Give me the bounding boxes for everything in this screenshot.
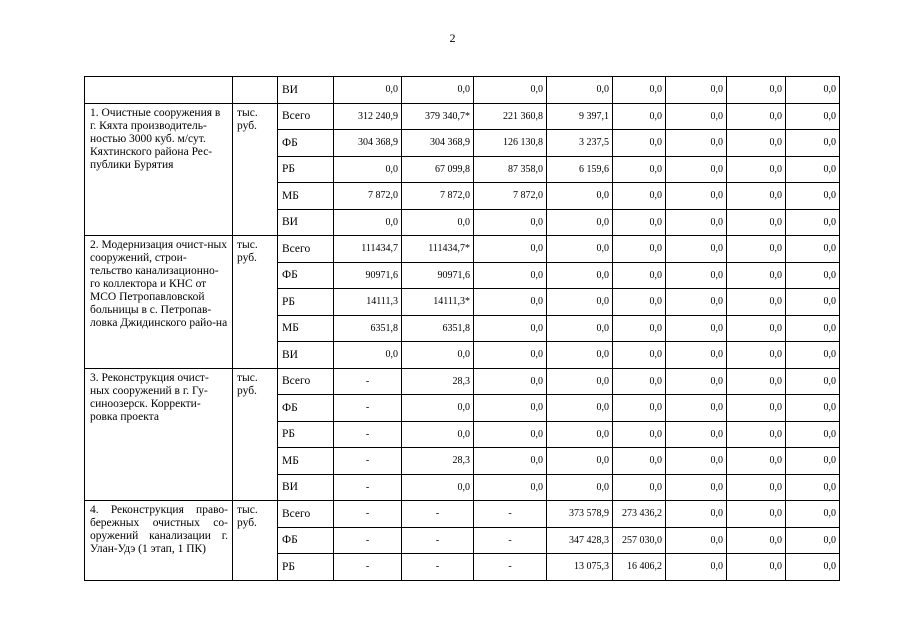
- value-cell: 0,0: [474, 448, 547, 475]
- value-cell: 0,0: [727, 209, 786, 236]
- project-name-cell: 4. Реконструкция право-бережных очистных со-оружений канализации г. Улан-Удэ (1 этап, 1 ПК): [85, 501, 233, 581]
- value-cell: -: [334, 395, 402, 422]
- value-cell: 28,3: [402, 368, 474, 395]
- unit-cell: тыс. руб.: [233, 236, 278, 369]
- table-row: [85, 77, 840, 104]
- value-cell: 0,0: [334, 342, 402, 369]
- unit-cell: тыс. руб.: [233, 501, 278, 581]
- value-cell: 0,0: [474, 474, 547, 501]
- value-cell: 0,0: [786, 501, 840, 528]
- funding-source-cell: ВИ: [278, 77, 334, 104]
- funding-source-cell: МБ: [278, 315, 334, 342]
- value-cell: 0,0: [613, 342, 666, 369]
- value-cell: 0,0: [727, 501, 786, 528]
- funding-source-cell: РБ: [278, 421, 334, 448]
- funding-source-cell: ФБ: [278, 527, 334, 554]
- value-cell: 0,0: [727, 236, 786, 263]
- value-cell: 0,0: [334, 156, 402, 183]
- value-cell: 0,0: [727, 289, 786, 316]
- table-row: [85, 103, 840, 130]
- value-cell: 0,0: [474, 342, 547, 369]
- value-cell: 0,0: [786, 395, 840, 422]
- funding-source-cell: Всего: [278, 501, 334, 528]
- value-cell: 90971,6: [334, 262, 402, 289]
- value-cell: 0,0: [474, 315, 547, 342]
- table-row: [85, 236, 840, 263]
- funding-source-cell: РБ: [278, 554, 334, 581]
- value-cell: 0,0: [334, 77, 402, 104]
- value-cell: -: [334, 448, 402, 475]
- value-cell: 0,0: [786, 527, 840, 554]
- value-cell: 0,0: [666, 236, 727, 263]
- value-cell: 0,0: [474, 209, 547, 236]
- page-number: 2: [449, 31, 456, 45]
- funding-source-cell: МБ: [278, 448, 334, 475]
- value-cell: 0,0: [613, 368, 666, 395]
- unit-cell: [233, 77, 278, 104]
- value-cell: 0,0: [786, 448, 840, 475]
- value-cell: 0,0: [666, 474, 727, 501]
- value-cell: 0,0: [727, 130, 786, 157]
- funding-source-cell: РБ: [278, 156, 334, 183]
- value-cell: 87 358,0: [474, 156, 547, 183]
- value-cell: 0,0: [727, 554, 786, 581]
- value-cell: 0,0: [613, 421, 666, 448]
- value-cell: 0,0: [666, 77, 727, 104]
- value-cell: 14111,3: [334, 289, 402, 316]
- value-cell: 0,0: [334, 209, 402, 236]
- value-cell: 0,0: [402, 395, 474, 422]
- value-cell: 0,0: [727, 527, 786, 554]
- project-name-cell: 3. Реконструкция очист-ных сооружений в г. Гу-синоозерск. Корректи-ровка проекта: [85, 368, 233, 501]
- value-cell: 0,0: [402, 209, 474, 236]
- object-name-cell: [85, 77, 233, 104]
- value-cell: -: [474, 554, 547, 581]
- project-name-cell: 1. Очистные сооружения в г. Кяхта производитель-ностью 3000 куб. м/сут. Кяхтинского района Рес-публики Бурятия: [85, 103, 233, 236]
- value-cell: 221 360,8: [474, 103, 547, 130]
- value-cell: 0,0: [666, 448, 727, 475]
- value-cell: 0,0: [666, 421, 727, 448]
- project-name-cell: 2. Модернизация очист-ных сооружений, строи-тельство канализационно-го коллектора и КНС от МСО Петропавловской больницы в с. Петропав-ловка Джидинского райо-на: [85, 236, 233, 369]
- funding-source-cell: ФБ: [278, 395, 334, 422]
- value-cell: 0,0: [786, 209, 840, 236]
- value-cell: 6351,8: [334, 315, 402, 342]
- budget-table-body: [85, 77, 840, 581]
- value-cell: 0,0: [547, 262, 613, 289]
- value-cell: 9 397,1: [547, 103, 613, 130]
- value-cell: 0,0: [666, 183, 727, 210]
- value-cell: 0,0: [727, 262, 786, 289]
- table-row: [85, 501, 840, 528]
- value-cell: 0,0: [786, 315, 840, 342]
- value-cell: 0,0: [786, 183, 840, 210]
- value-cell: 6 159,6: [547, 156, 613, 183]
- value-cell: 0,0: [666, 289, 727, 316]
- value-cell: 0,0: [786, 421, 840, 448]
- value-cell: 111434,7*: [402, 236, 474, 263]
- funding-source-cell: ВИ: [278, 342, 334, 369]
- value-cell: 0,0: [727, 77, 786, 104]
- value-cell: 0,0: [666, 527, 727, 554]
- unit-cell: тыс. руб.: [233, 103, 278, 236]
- value-cell: 0,0: [402, 474, 474, 501]
- value-cell: 126 130,8: [474, 130, 547, 157]
- funding-source-cell: Всего: [278, 236, 334, 263]
- value-cell: 0,0: [613, 103, 666, 130]
- value-cell: 0,0: [786, 289, 840, 316]
- value-cell: 0,0: [613, 262, 666, 289]
- value-cell: -: [334, 421, 402, 448]
- value-cell: 0,0: [547, 421, 613, 448]
- value-cell: 0,0: [402, 77, 474, 104]
- value-cell: 0,0: [666, 501, 727, 528]
- value-cell: 111434,7: [334, 236, 402, 263]
- value-cell: 0,0: [613, 209, 666, 236]
- value-cell: 0,0: [786, 368, 840, 395]
- value-cell: 6351,8: [402, 315, 474, 342]
- value-cell: 304 368,9: [402, 130, 474, 157]
- value-cell: 0,0: [613, 183, 666, 210]
- funding-source-cell: ФБ: [278, 130, 334, 157]
- value-cell: 28,3: [402, 448, 474, 475]
- value-cell: 0,0: [474, 262, 547, 289]
- value-cell: 0,0: [547, 395, 613, 422]
- value-cell: -: [334, 527, 402, 554]
- value-cell: -: [334, 501, 402, 528]
- value-cell: 0,0: [786, 262, 840, 289]
- value-cell: 0,0: [786, 236, 840, 263]
- value-cell: 0,0: [613, 474, 666, 501]
- value-cell: 0,0: [727, 421, 786, 448]
- value-cell: 0,0: [474, 421, 547, 448]
- value-cell: -: [334, 474, 402, 501]
- value-cell: 0,0: [666, 554, 727, 581]
- value-cell: 0,0: [727, 448, 786, 475]
- value-cell: 0,0: [666, 130, 727, 157]
- value-cell: 0,0: [402, 421, 474, 448]
- value-cell: 0,0: [613, 156, 666, 183]
- funding-source-cell: МБ: [278, 183, 334, 210]
- value-cell: 0,0: [474, 289, 547, 316]
- value-cell: 0,0: [727, 183, 786, 210]
- table-row: [85, 368, 840, 395]
- funding-source-cell: ФБ: [278, 262, 334, 289]
- value-cell: 0,0: [786, 77, 840, 104]
- value-cell: 273 436,2: [613, 501, 666, 528]
- value-cell: 0,0: [613, 236, 666, 263]
- value-cell: 0,0: [547, 77, 613, 104]
- value-cell: 379 340,7*: [402, 103, 474, 130]
- budget-table: [84, 76, 840, 581]
- value-cell: 0,0: [727, 342, 786, 369]
- value-cell: 0,0: [547, 236, 613, 263]
- value-cell: 0,0: [547, 368, 613, 395]
- value-cell: 0,0: [727, 474, 786, 501]
- value-cell: 0,0: [402, 342, 474, 369]
- value-cell: 0,0: [547, 342, 613, 369]
- value-cell: 90971,6: [402, 262, 474, 289]
- value-cell: -: [402, 527, 474, 554]
- value-cell: -: [474, 527, 547, 554]
- value-cell: 0,0: [727, 395, 786, 422]
- value-cell: 0,0: [613, 395, 666, 422]
- value-cell: 304 368,9: [334, 130, 402, 157]
- funding-source-cell: РБ: [278, 289, 334, 316]
- value-cell: 0,0: [547, 474, 613, 501]
- value-cell: 0,0: [727, 368, 786, 395]
- value-cell: 0,0: [786, 130, 840, 157]
- value-cell: 0,0: [547, 289, 613, 316]
- value-cell: 0,0: [613, 130, 666, 157]
- value-cell: 0,0: [786, 342, 840, 369]
- value-cell: -: [402, 501, 474, 528]
- funding-source-cell: ВИ: [278, 209, 334, 236]
- unit-cell: тыс. руб.: [233, 368, 278, 501]
- value-cell: 7 872,0: [402, 183, 474, 210]
- value-cell: 16 406,2: [613, 554, 666, 581]
- value-cell: 0,0: [727, 103, 786, 130]
- value-cell: 257 030,0: [613, 527, 666, 554]
- value-cell: -: [402, 554, 474, 581]
- value-cell: 14111,3*: [402, 289, 474, 316]
- value-cell: -: [334, 368, 402, 395]
- value-cell: 0,0: [613, 289, 666, 316]
- value-cell: 0,0: [727, 156, 786, 183]
- value-cell: 0,0: [613, 315, 666, 342]
- value-cell: 0,0: [666, 103, 727, 130]
- funding-source-cell: Всего: [278, 103, 334, 130]
- value-cell: 0,0: [474, 395, 547, 422]
- value-cell: 0,0: [727, 315, 786, 342]
- value-cell: 0,0: [547, 315, 613, 342]
- value-cell: 3 237,5: [547, 130, 613, 157]
- value-cell: 0,0: [666, 395, 727, 422]
- value-cell: 312 240,9: [334, 103, 402, 130]
- value-cell: 0,0: [474, 77, 547, 104]
- value-cell: 7 872,0: [334, 183, 402, 210]
- value-cell: 0,0: [474, 236, 547, 263]
- value-cell: 0,0: [666, 209, 727, 236]
- value-cell: 0,0: [666, 368, 727, 395]
- value-cell: 7 872,0: [474, 183, 547, 210]
- funding-source-cell: Всего: [278, 368, 334, 395]
- value-cell: 0,0: [666, 342, 727, 369]
- value-cell: 0,0: [547, 209, 613, 236]
- value-cell: 0,0: [613, 448, 666, 475]
- value-cell: 13 075,3: [547, 554, 613, 581]
- value-cell: 0,0: [666, 262, 727, 289]
- value-cell: 0,0: [613, 77, 666, 104]
- value-cell: 0,0: [474, 368, 547, 395]
- funding-source-cell: ВИ: [278, 474, 334, 501]
- value-cell: 0,0: [547, 183, 613, 210]
- value-cell: 0,0: [786, 103, 840, 130]
- value-cell: -: [334, 554, 402, 581]
- value-cell: 0,0: [786, 554, 840, 581]
- value-cell: 0,0: [786, 474, 840, 501]
- value-cell: 0,0: [547, 448, 613, 475]
- value-cell: 373 578,9: [547, 501, 613, 528]
- value-cell: 0,0: [786, 156, 840, 183]
- value-cell: -: [474, 501, 547, 528]
- value-cell: 0,0: [666, 156, 727, 183]
- value-cell: 67 099,8: [402, 156, 474, 183]
- value-cell: 0,0: [666, 315, 727, 342]
- value-cell: 347 428,3: [547, 527, 613, 554]
